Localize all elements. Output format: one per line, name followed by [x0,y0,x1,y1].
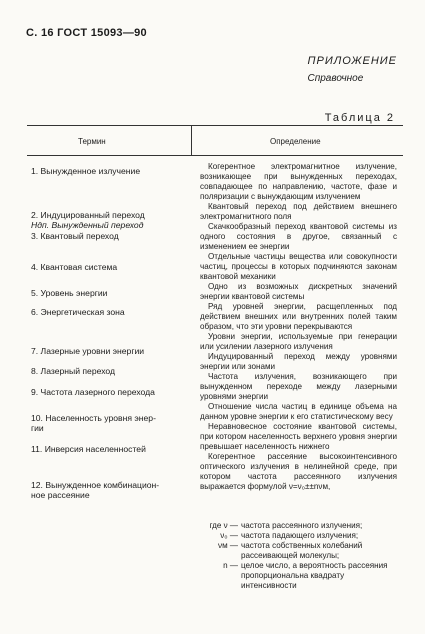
term-line: 12. Вынужденное комбинацион- [31,480,160,490]
legend-symbol: где ν — [209,521,238,530]
legend-symbol: n — [223,561,238,570]
table-header-divider [191,125,192,155]
definition-9: Частота излучения, возникающего при вынужденном переходе между лазерными уровнями энергии [200,372,397,401]
term-5 [31,288,189,298]
definition-5: Одно из возможных дискретных значений энергии квантовой системы [200,282,397,301]
appendix-subtitle: Справочное [307,73,364,84]
term-6 [31,307,189,317]
term-line: 10. Населенность уровня энер- [31,413,156,423]
legend-row [200,561,400,591]
term-12 [31,480,189,500]
term-line: ное рассеяние [31,490,90,500]
column-header-terms: Термин [78,137,106,146]
column-header-definition: Определение [270,137,321,146]
term-line: 11. Инверсия населенностей [31,444,146,454]
term-line: 8. Лазерный переход [31,366,115,376]
definition-8: Индуцированный переход между уровнями энергии или зонами [200,352,397,371]
term-11 [31,444,189,454]
legend-text: целое число, а вероятность рассеяния пропорциональна квадрату интенсивности [241,561,388,590]
term-line: 9. Частота лазерного перехода [31,387,155,397]
term-line: 6. Энергетическая зона [31,307,125,317]
term-line: 4. Квантовая система [31,262,118,272]
legend-text: частота падающего излучения; [241,531,359,540]
formula-legend [200,521,400,591]
appendix-title: ПРИЛОЖЕНИЕ [307,55,397,67]
definition-12: Когерентное рассеяние высокоинтенсивного оптического излучения в нелинейной среде, при котором частота рассеянного излучения выражается формулой ν=ν₀±±nνм, [200,452,397,491]
legend-text: частота собственных колебаний рассеивающей молекулы; [241,541,363,560]
term-3 [31,231,189,241]
legend-row [200,541,400,561]
term-8 [31,366,189,376]
definition-7: Уровни энергии, используемые при генерации или усилении лазерного излучения [200,332,397,351]
legend-row [200,521,400,531]
legend-symbol: νм — [218,541,238,550]
page-header: С. 16 ГОСТ 15093—90 [26,27,147,39]
definition-1: Когерентное электромагнитное излучение, возникающее при вынужденных переходах, совпадающее по направлению, частоте, фазе и поляризации с вынуждающим излучением [200,162,397,201]
legend-symbol: ν₀ — [220,531,238,540]
term-1 [31,166,189,176]
definition-6: Ряд уровней энергии, расщепленных под действием внешних или внутренних полей таким образом, что эти уровни перекрываются [200,302,397,331]
term-line-deprecated: Ндп. Вынужденный переход [31,220,144,230]
definition-10: Отношение числа частиц в единице объема на данном уровне энергии к его статистическому весу [200,402,397,421]
definitions-column [200,162,397,492]
definition-3: Скачкообразный переход квантовой системы из одного состояния в другое, связанный с изменением ее энергии [200,222,397,251]
term-line: 1. Вынужденное излучение [31,166,141,176]
table-caption: Таблица 2 [324,112,395,124]
term-line: 3. Квантовый переход [31,231,119,241]
term-4 [31,262,189,272]
term-line: 2. Индуцированный переход [31,210,145,220]
legend-text: частота рассеянного излучения; [241,521,363,530]
term-9 [31,387,189,397]
definition-4: Отдельные частицы вещества или совокупности частиц, процессы в которых подчиняются законам квантовой механики [200,252,397,281]
term-line: гии [31,423,44,433]
term-line: 5. Уровень энергии [31,288,108,298]
appendix-block [308,55,397,84]
legend-row [200,531,400,541]
table-header-rule [27,155,403,156]
term-2 [31,210,189,230]
term-7 [31,346,189,356]
term-line: 7. Лазерные уровни энергии [31,346,145,356]
definition-2: Квантовый переход под действием внешнего электромагнитного поля [200,202,397,221]
term-10 [31,413,189,433]
definition-11: Неравновесное состояние квантовой системы, при котором населенность верхнего уровня энергии превышает населенность нижнего [200,422,397,451]
table-top-rule [27,125,403,126]
